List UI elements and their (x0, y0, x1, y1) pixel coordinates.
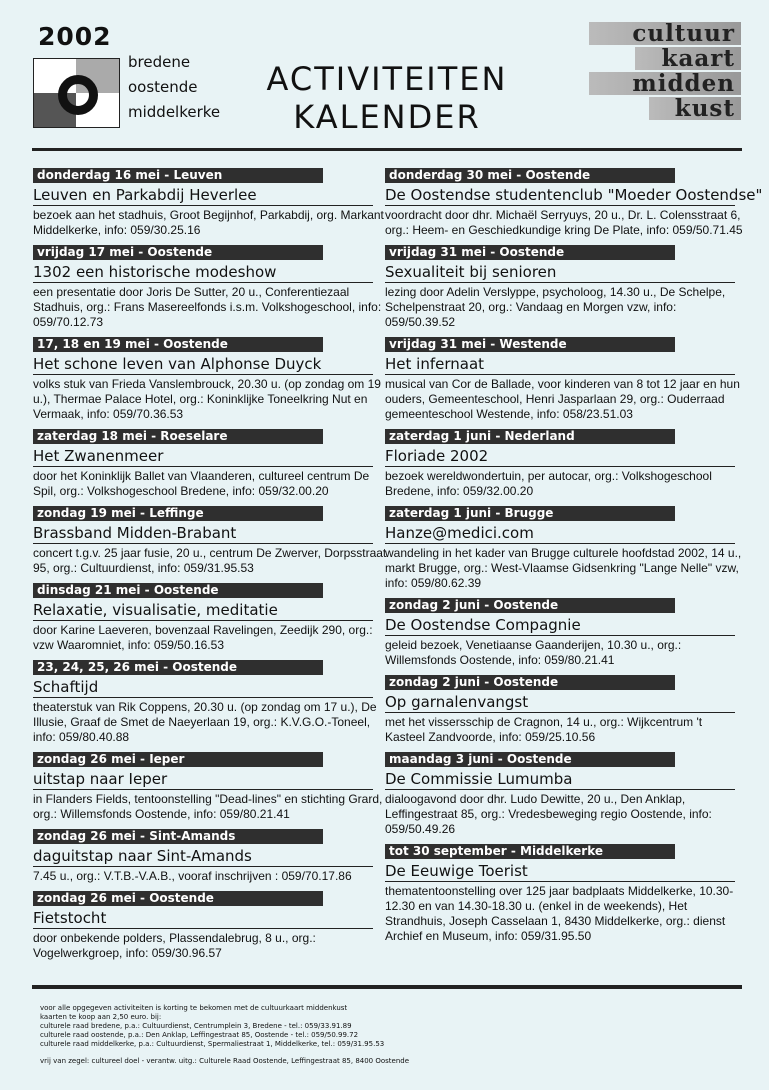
event-entry (33, 752, 393, 822)
event-date-bar: 23, 24, 25, 26 mei - Oostende (33, 660, 323, 675)
event-entry (385, 337, 745, 422)
footer-divider (32, 985, 742, 989)
event-date-bar: tot 30 september - Middelkerke (385, 844, 675, 859)
event-entry (33, 245, 393, 330)
footer-line: voor alle opgegeven activiteiten is korting te bekomen met de cultuurkaart middenkust (40, 1004, 348, 1012)
event-date-bar: zondag 2 juni - Oostende (385, 598, 675, 613)
event-entry (385, 245, 745, 330)
event-description: in Flanders Fields, tentoonstelling "Dead-lines" en stichting Grard, org.: Willemsfonds Oostende, info: 059/80.21.41 (33, 792, 383, 821)
event-date-bar: vrijdag 17 mei - Oostende (33, 245, 323, 260)
event-date-bar: zaterdag 1 juni - Nederland (385, 429, 675, 444)
event-title: Het Zwanenmeer (33, 446, 373, 467)
cultuurkaart-word-4: kust (649, 97, 741, 120)
event-entry (385, 752, 745, 837)
town-middelkerke: middelkerke (128, 103, 221, 121)
event-entry (33, 429, 393, 499)
event-title: De Oostendse studentenclub "Moeder Oostendse" (385, 186, 763, 204)
left-event-column (33, 168, 393, 968)
event-title: daguitstap naar Sint-Amands (33, 846, 373, 867)
event-title: Op garnalenvangst (385, 692, 735, 713)
event-description: bezoek aan het stadhuis, Groot Begijnhof, Parkabdij, org. Markant Middelkerke, info: 059/30.25.16 (33, 208, 384, 237)
event-title: De Oostendse Compagnie (385, 615, 735, 636)
event-date-bar: zondag 26 mei - Oostende (33, 891, 323, 906)
event-title: Hanze@medici.com (385, 523, 735, 544)
event-date-bar: dinsdag 21 mei - Oostende (33, 583, 323, 598)
town-oostende: oostende (128, 78, 198, 96)
town-bredene: bredene (128, 53, 191, 71)
event-description: door Karine Laeveren, bovenzaal Ravelingen, Zeedijk 290, org.: vzw Waaromniet, info: 059/50.16.53 (33, 623, 373, 652)
footer-line: kaarten te koop aan 2,50 euro. bij: (40, 1013, 162, 1021)
event-date-bar: maandag 3 juni - Oostende (385, 752, 675, 767)
event-date-bar: donderdag 16 mei - Leuven (33, 168, 323, 183)
footer-note (40, 1004, 740, 1066)
event-date-bar: vrijdag 31 mei - Oostende (385, 245, 675, 260)
event-title: De Commissie Lumumba (385, 769, 735, 790)
event-description: concert t.g.v. 25 jaar fusie, 20 u., centrum De Zwerver, Dorpsstraat 95, org.: Cultuurdienst, info: 059/31.95.53 (33, 546, 387, 575)
title-line-2: KALENDER (293, 98, 481, 136)
event-title: Leuven en Parkabdij Heverlee (33, 185, 373, 206)
event-description: een presentatie door Joris De Sutter, 20 u., Conferentiezaal Stadhuis, org.: Frans Masereelfonds i.s.m. Volkshogeschool, info: 059/70.12.73 (33, 285, 382, 329)
event-date-bar: zaterdag 1 juni - Brugge (385, 506, 675, 521)
cultuurkaart-logo (589, 22, 741, 122)
logo-ring-icon (58, 75, 98, 115)
event-date-bar: 17, 18 en 19 mei - Oostende (33, 337, 323, 352)
event-title: Relaxatie, visualisatie, meditatie (33, 600, 373, 621)
event-title: De Eeuwige Toerist (385, 861, 735, 882)
regional-logo (33, 58, 120, 128)
town-list (128, 50, 220, 125)
event-title: Brassband Midden-Brabant (33, 523, 373, 544)
colophon: vrij van zegel: cultureel doel - verantw. uitg.: Culturele Raad Oostende, Leffingestraat 85, 8400 Oostende (40, 1057, 410, 1065)
event-entry (33, 891, 393, 961)
page-title (222, 60, 552, 136)
event-date-bar: zaterdag 18 mei - Roeselare (33, 429, 323, 444)
event-title: 1302 een historische modeshow (33, 262, 373, 283)
header-divider (32, 148, 742, 151)
event-description: dialoogavond door dhr. Ludo Dewitte, 20 u., Den Anklap, Leffingestraat 85, org.: Vredesbeweging regio Oostende, info: 059/50.49.26 (385, 792, 712, 836)
event-description: bezoek wereldwondertuin, per autocar, org.: Volkshogeschool Bredene, info: 059/32.00.20 (385, 469, 712, 498)
event-description: door onbekende polders, Plassendalebrug, 8 u., org.: Vogelwerkgroep, info: 059/30.96.57 (33, 931, 316, 960)
event-date-bar: vrijdag 31 mei - Westende (385, 337, 675, 352)
event-entry (385, 506, 745, 591)
event-title: Sexualiteit bij senioren (385, 262, 735, 283)
event-description: 7.45 u., org.: V.T.B.-V.A.B., vooraf inschrijven : 059/70.17.86 (33, 869, 352, 883)
event-entry (385, 168, 763, 238)
event-title: Floriade 2002 (385, 446, 735, 467)
event-description: voordracht door dhr. Michaël Serryuys, 20 u., Dr. L. Colensstraat 6, org.: Heem- en Geschiedkundige kring De Plate, info: 059/50.71.45 (385, 208, 743, 237)
event-date-bar: zondag 26 mei - Sint-Amands (33, 829, 323, 844)
footer-line: culturele raad oostende, p.a.: Den Anklap, Leffingestraat 85, Oostende - tel.: 059/50.99.72 (40, 1031, 359, 1039)
event-entry (33, 337, 393, 422)
footer-line: culturele raad middelkerke, p.a.: Cultuurdienst, Spermaliestraat 1, Middelkerke, tel.: 059/31.95.53 (40, 1040, 385, 1048)
event-date-bar: donderdag 30 mei - Oostende (385, 168, 675, 183)
event-description: met het vissersschip de Cragnon, 14 u., org.: Wijkcentrum 't Kasteel Zandvoorde, info: 059/25.10.56 (385, 715, 703, 744)
event-description: volks stuk van Frieda Vanslembrouck, 20.30 u. (op zondag om 19 u.), Thermae Palace Hotel, org.: Koninklijke Toneelkring Nut en Vermaak, info: 059/70.36.53 (33, 377, 381, 421)
year-label: 2002 (38, 22, 112, 51)
event-date-bar: zondag 26 mei - Ieper (33, 752, 323, 767)
event-title: Schaftijd (33, 677, 373, 698)
event-entry (385, 429, 745, 499)
event-title: Het infernaat (385, 354, 735, 375)
cultuurkaart-word-3: midden (589, 72, 741, 95)
event-entry (385, 598, 745, 668)
event-entry (33, 583, 393, 653)
footer-line: culturele raad bredene, p.a.: Cultuurdienst, Centrumplein 3, Bredene - tel.: 059/33.91.89 (40, 1022, 352, 1030)
event-entry (33, 168, 393, 238)
right-event-column (385, 168, 763, 951)
event-date-bar: zondag 2 juni - Oostende (385, 675, 675, 690)
event-title: uitstap naar Ieper (33, 769, 373, 790)
event-description: lezing door Adelin Verslyppe, psycholoog, 14.30 u., De Schelpe, Schelpenstraat 20, org.: Vandaag en Morgen vzw, info: 059/50.39.52 (385, 285, 726, 329)
cultuurkaart-word-1: cultuur (589, 22, 741, 45)
event-entry (385, 675, 745, 745)
event-description: theaterstuk van Rik Coppens, 20.30 u. (op zondag om 17 u.), De Illusie, Graaf de Smet de Naeyerlaan 19, org.: K.V.G.O.-Toneel, info: 059/80.40.88 (33, 700, 377, 744)
event-description: door het Koninklijk Ballet van Vlaanderen, cultureel centrum De Spil, org.: Volkshogeschool Bredene, info: 059/32.00.20 (33, 469, 370, 498)
event-description: geleid bezoek, Venetiaanse Gaanderijen, 10.30 u., org.: Willemsfonds Oostende, info: 059/80.21.41 (385, 638, 682, 667)
event-entry (33, 660, 393, 745)
event-date-bar: zondag 19 mei - Leffinge (33, 506, 323, 521)
event-title: Fietstocht (33, 908, 373, 929)
cultuurkaart-word-2: kaart (635, 47, 741, 70)
event-title: Het schone leven van Alphonse Duyck (33, 354, 373, 375)
event-entry (385, 844, 745, 944)
title-line-1: ACTIVITEITEN (266, 60, 508, 98)
event-description: thematentoonstelling over 125 jaar badplaats Middelkerke, 10.30-12.30 en van 14.30-18.30 u. (enkel in de weekends), Het Strandhuis, Joseph Casselaan 1, 8430 Middelkerke, org.: dienst Archief en Museum, info: 059/31.95.50 (385, 884, 734, 943)
event-entry (33, 829, 393, 884)
event-entry (33, 506, 393, 576)
event-description: musical van Cor de Ballade, voor kinderen van 8 tot 12 jaar en hun ouders, Gemeenteschool, Henri Jasparlaan 29, org.: Ouderraad gemeenteschool Westende, info: 058/23.51.03 (385, 377, 740, 421)
event-description: wandeling in het kader van Brugge culturele hoofdstad 2002, 14 u., markt Brugge, org.: West-Vlaamse Gidsenkring "Lange Nelle" vzw, info: 059/80.62.39 (385, 546, 742, 590)
